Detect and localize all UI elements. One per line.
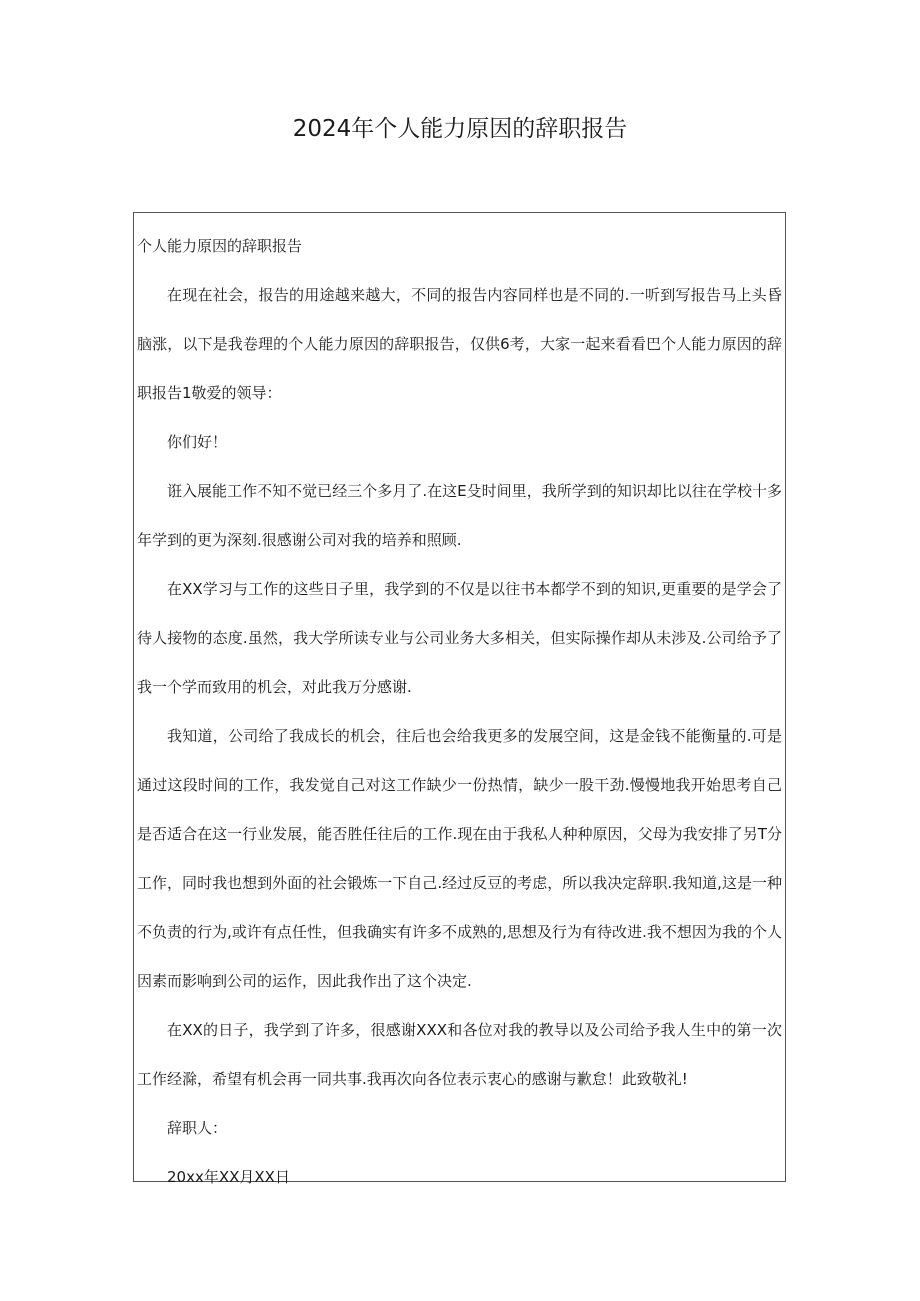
document-subtitle: 个人能力原因的辞职报告 bbox=[137, 237, 303, 255]
paragraph-intro: 在现在社会，报告的用途越来越大，不同的报告内容同样也是不同的.一听到写报告马上头昏脑涨，以下是我卷理的个人能力原因的辞职报告，仅供6考，大家一起来看看巴个人能力原因的辞职报告1敬爱的领导： bbox=[137, 286, 782, 402]
document-body-frame bbox=[133, 212, 786, 1186]
paragraph-learning: 在XX学习与工作的这些日子里，我学到的不仅是以往书本都学不到的知识,更重要的是学会了待人接物的态度.虽然，我大学所读专业与公司业务大多相关，但实际操作却从未涉及.公司给予了我一个学而致用的机会，对此我万分感谢. bbox=[137, 580, 782, 696]
paragraph-thanks: 在XX的日子，我学到了许多，很感谢XXX和各位对我的教导以及公司给予我人生中的第一次工作经滁，希望有机会再一同共事.我再次向各位表示衷心的感谢与歉怠！此致敬礼! bbox=[137, 1021, 782, 1088]
signature-date: 20xx年XX月XX日 bbox=[167, 1168, 290, 1186]
signature-label: 辞职人： bbox=[167, 1119, 228, 1137]
document-title: 2024年个人能力原因的辞职报告 bbox=[292, 116, 628, 142]
paragraph-work-duration: 诳入展能工作不知不觉已经三个多月了.在这E殳时间里，我所学到的知识却比以往在学校十多年学到的更为深刻.很感谢公司对我的培养和照顾. bbox=[137, 482, 782, 549]
paragraph-greeting: 你们好！ bbox=[167, 433, 228, 451]
paragraph-reason: 我知道，公司给了我成长的机会，往后也会给我更多的发展空间，这是金钱不能衡量的.可是通过这段时间的工作，我发觉自己对这工作缺少一份热情，缺少一股干劲.慢慢地我开始思考自己是否适合在这一行业发展，能否胜任往后的工作.现在由于我私人种种原因，父母为我安排了另T分工作，同时我也想到外面的社会锻炼一下自己.经过反豆的考虑，所以我决定辞职.我知道,这是一种不负责的行为,或许有点任性，但我确实有许多不成熟的,思想及行为有待改进.我不想因为我的个人因素而影响到公司的运作，因此我作出了这个决定. bbox=[137, 727, 782, 990]
document-body bbox=[137, 231, 782, 1202]
